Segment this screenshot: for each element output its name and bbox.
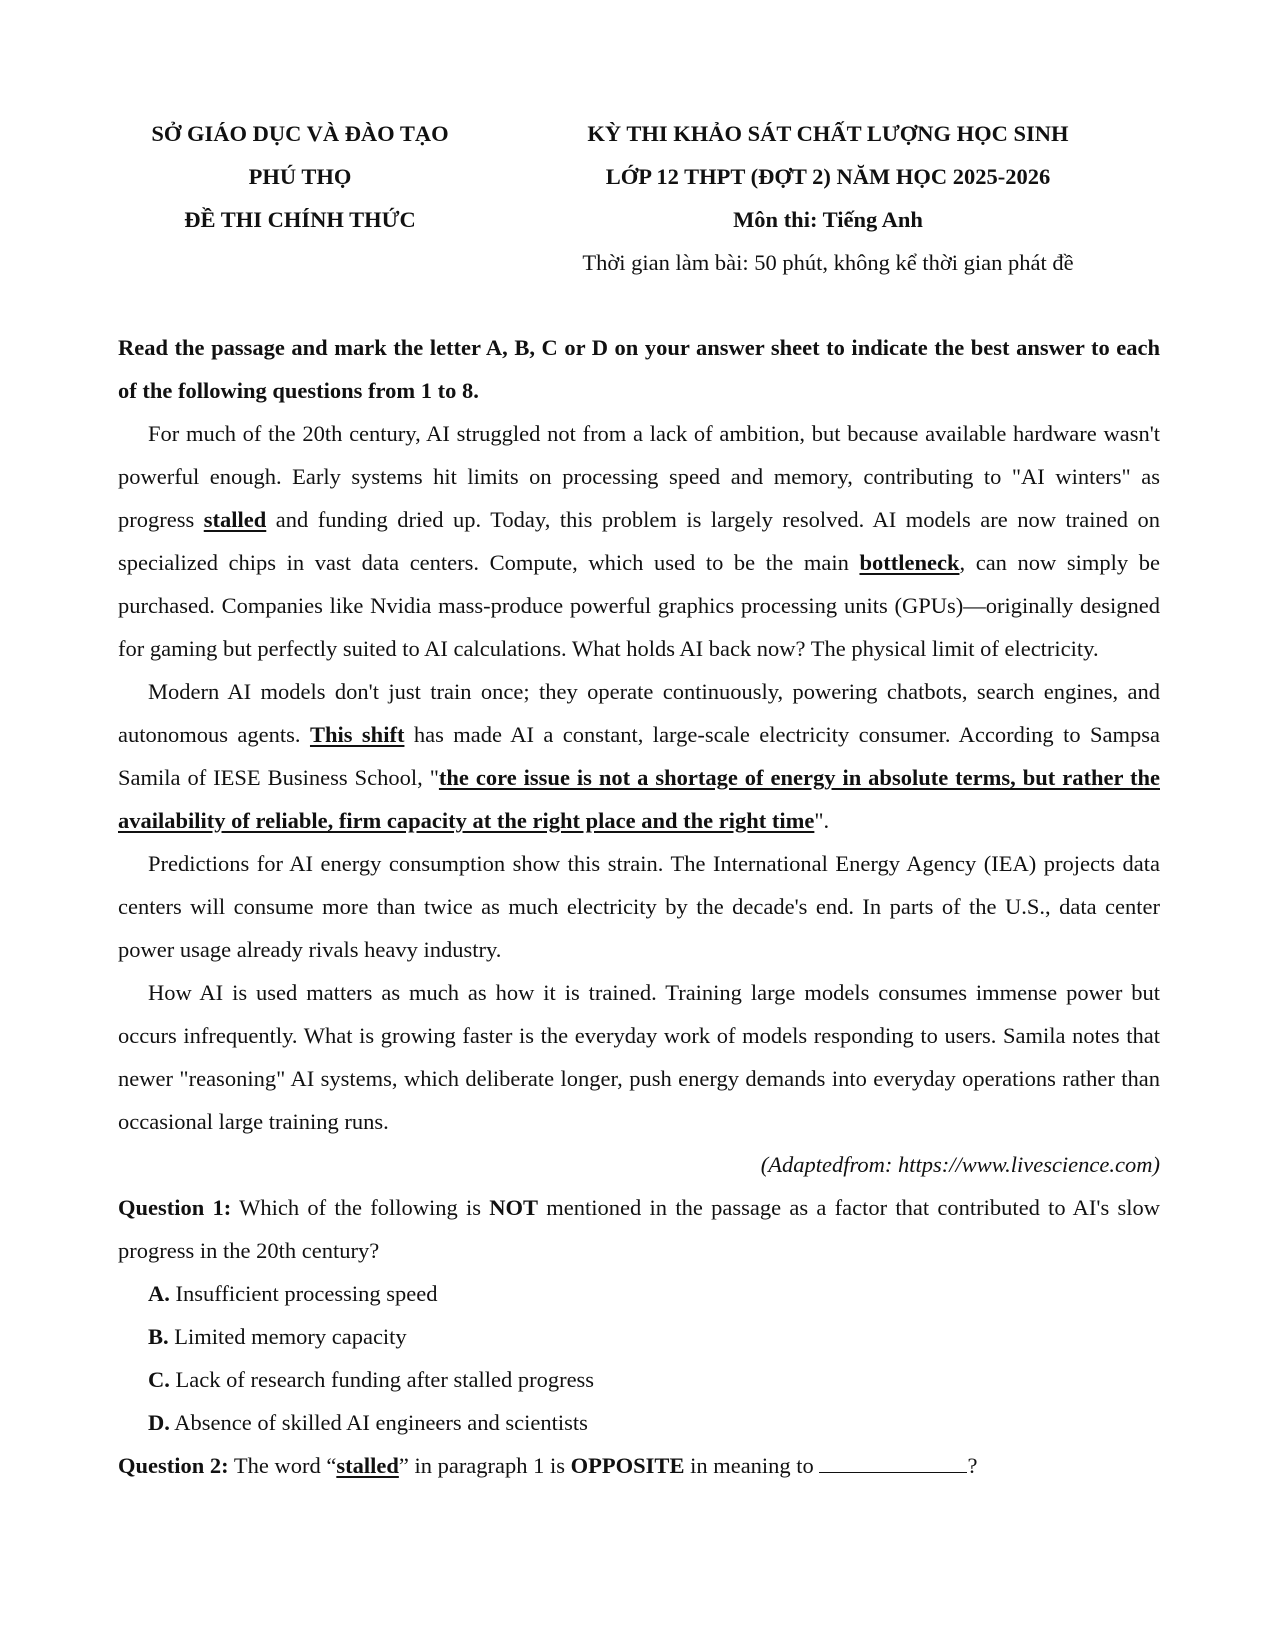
question-2-keyword: OPPOSITE <box>570 1453 685 1478</box>
question-1-option-b[interactable]: B. Limited memory capacity <box>148 1324 407 1349</box>
highlight-phrase-this-shift: This shift <box>309 722 405 747</box>
answer-blank <box>819 1450 967 1473</box>
header-left <box>120 112 480 241</box>
question-2-label: Question 2: <box>118 1453 229 1478</box>
exam-content <box>118 326 1160 1487</box>
question-1-label: Question 1: <box>118 1195 232 1220</box>
question-1-keyword: NOT <box>489 1195 539 1220</box>
instruction: Read the passage and mark the letter A, B, C or D on your answer sheet to indicate the best answer to each of the following questions from 1 to 8. <box>118 335 1160 403</box>
highlight-quote: the core issue is not a shortage of energy in absolute terms, but rather the availability of reliable, firm capacity at the right place and the right time <box>118 765 1160 833</box>
province-name: PHÚ THỌ <box>248 164 352 189</box>
passage-paragraph-4: How AI is used matters as much as how it is trained. Training large models consumes immense power but occurs infrequently. What is growing faster is the everyday work of models responding to users. Samila notes that newer "reasoning" AI systems, which deliberate longer, push energy demands into everyday operations rather than occasional large training runs. <box>118 980 1160 1134</box>
question-1-option-c[interactable]: C. Lack of research funding after stalled progress <box>148 1367 595 1392</box>
highlight-word-bottleneck: bottleneck <box>859 550 960 575</box>
department-name: SỞ GIÁO DỤC VÀ ĐÀO TẠO <box>151 121 449 146</box>
highlight-word-stalled: stalled <box>203 507 267 532</box>
exam-subject: Môn thi: Tiếng Anh <box>733 207 923 232</box>
passage-source: (Adaptedfrom: https://www.livescience.com) <box>760 1152 1160 1177</box>
exam-time: Thời gian làm bài: 50 phút, không kể thời gian phát đề <box>582 250 1074 275</box>
header-right <box>528 112 1128 284</box>
question-2: Question 2: The word “stalled” in paragraph 1 is OPPOSITE in meaning to ? <box>118 1444 1160 1487</box>
passage-paragraph-1: For much of the 20th century, AI struggled not from a lack of ambition, but because available hardware wasn't powerful enough. Early systems hit limits on processing speed and memory, contributing to "AI winters" as progress stalled and funding dried up. Today, this problem is largely resolved. AI models are now trained on specialized chips in vast data centers. Compute, which used to be the main bottleneck, can now simply be purchased. Companies like Nvidia mass-produce powerful graphics processing units (GPUs)—originally designed for gaming but perfectly suited to AI calculations. What holds AI back now? The physical limit of electricity. <box>118 421 1161 661</box>
question-2-word: stalled <box>336 1453 399 1478</box>
question-1: Question 1: Which of the following is NOT mentioned in the passage as a factor that contributed to AI's slow progress in the 20th century? <box>118 1195 1160 1263</box>
official-exam-label: ĐỀ THI CHÍNH THỨC <box>184 207 416 232</box>
question-1-option-a[interactable]: A. Insufficient processing speed <box>148 1281 438 1306</box>
passage-paragraph-2: Modern AI models don't just train once; they operate continuously, powering chatbots, search engines, and autonomous agents. This shift has made AI a constant, large-scale electricity consumer. According to Sampsa Samila of IESE Business School, "the core issue is not a shortage of energy in absolute terms, but rather the availability of reliable, firm capacity at the right place and the right time". <box>118 679 1160 833</box>
exam-grade-year: LỚP 12 THPT (ĐỢT 2) NĂM HỌC 2025-2026 <box>605 164 1051 189</box>
question-1-option-d[interactable]: D. Absence of skilled AI engineers and scientists <box>148 1410 588 1435</box>
passage-paragraph-3: Predictions for AI energy consumption show this strain. The International Energy Agency (IEA) projects data centers will consume more than twice as much electricity by the decade's end. In parts of the U.S., data center power usage already rivals heavy industry. <box>118 851 1160 962</box>
exam-title: KỲ THI KHẢO SÁT CHẤT LƯỢNG HỌC SINH <box>587 121 1069 146</box>
